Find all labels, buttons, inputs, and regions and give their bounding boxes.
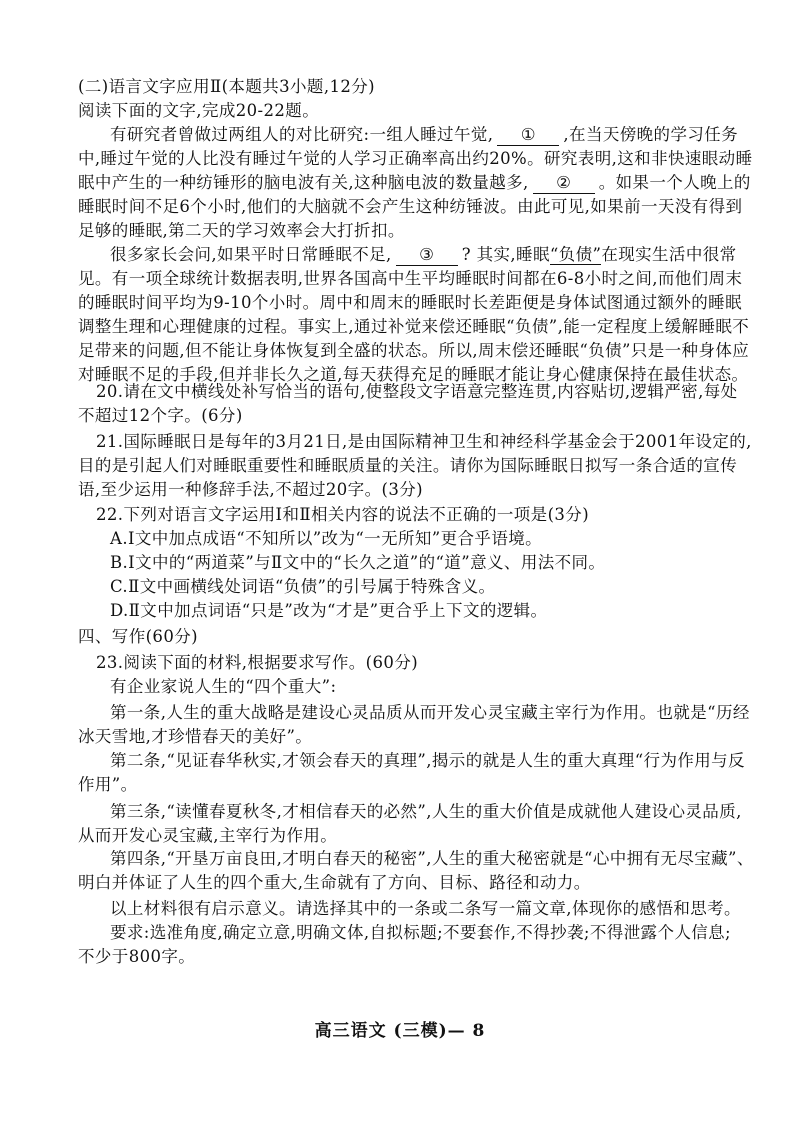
question-23: 23.阅读下面的材料,根据要求写作。(60分) [96, 653, 419, 672]
section-4-title: 四、写作(60分) [78, 627, 198, 646]
passage-text: ,在当天傍晚的学习任务 [563, 125, 739, 144]
passage-text: 有研究者曾做过两组人的对比研究:一组人睡过午觉, [110, 125, 494, 144]
passage-text: 很多家长会问,如果平时日常睡眠不足, [110, 245, 392, 264]
passage-line: 睡眠时间不足6个小时,他们的大脑就不会产生这种纺锤波。由此可见,如果前一天没有得到 [78, 197, 743, 216]
section-2-title: (二)语言文字应用Ⅱ(本题共3小题,12分) [78, 77, 376, 96]
material-line: 第一条,人生的重大战略是建设心灵品质从而开发心灵宝藏主宰行为作用。也就是“历经 [110, 703, 750, 722]
passage-text: 在现实生活中很常 [601, 245, 737, 264]
material-line: 明白并体证了人生的四个重大,生命就有了方向、目标、路径和动力。 [78, 873, 591, 892]
blank-2: ② [533, 173, 595, 194]
question-21-cont: 目的是引起人们对睡眠重要性和睡眠质量的关注。请你为国际睡眠日拟写一条合适的宣传 [78, 456, 738, 475]
passage-line: 的睡眠时间平均为9-10个小时。周中和周末的睡眠时长差距便是身体试图通过额外的睡眠 [78, 293, 742, 312]
writing-instruction: 以上材料很有启示意义。请选择其中的一条或二条写一篇文章,体现你的感悟和思考。 [110, 899, 741, 918]
option-a: A.Ⅰ文中加点成语“不知所以”改为“一无所知”更合乎语境。 [110, 529, 543, 548]
material-line: 第四条,“开垦万亩良田,才明白春天的秘密”,人生的重大秘密就是“心中拥有无尽宝藏”、 [110, 849, 754, 868]
section-2-intro: 阅读下面的文字,完成20-22题。 [78, 101, 320, 120]
passage-line: 调整生理和心理健康的过程。事实上,通过补觉来偿还睡眠“负债”,能一定程度上缓解睡眠不 [78, 317, 750, 336]
question-20: 20.请在文中横线处补写恰当的语句,使整段文字语意完整连贯,内容贴切,逻辑严密,每处 [96, 382, 738, 401]
material-line: 第三条,“读懂春夏秋冬,才相信春天的必然”,人生的重大价值是成就他人建设心灵品质, [110, 802, 742, 821]
passage-line: 见。有一项全球统计数据表明,世界各国高中生平均睡眠时间都在6-8小时之间,而他们周末 [78, 269, 743, 288]
option-b: B.Ⅰ文中的“两道菜”与Ⅱ文中的“长久之道”的“道”意义、用法不同。 [110, 553, 606, 572]
passage-line: 足够的睡眠,第二天的学习效率会大打折扣。 [78, 221, 405, 240]
material-line: 冰天雪地,才珍惜春天的美好”。 [78, 727, 313, 746]
passage-text: 眠中产生的一种纺锤形的脑电波有关,这种脑电波的数量越多, [78, 173, 529, 192]
passage-line: 对睡眠不足的手段,但并非长久之道,每天获得充足的睡眠才能让身心健康保持在最佳状态。 [78, 365, 749, 384]
material-line: 第二条,“见证春华秋实,才领会春天的真理”,揭示的就是人生的重大真理“行为作用与反 [110, 751, 745, 770]
passage-line: 中,睡过午觉的人比没有睡过午觉的人学习正确率高出约20%。研究表明,这和非快速眼动睡 [78, 149, 753, 168]
material-line: 从而开发心灵宝藏,主宰行为作用。 [78, 826, 338, 845]
passage-line [110, 123, 738, 147]
question-22: 22.下列对语言文字运用Ⅰ和Ⅱ相关内容的说法不正确的一项是(3分) [96, 505, 590, 524]
underlined-word: “负债” [549, 245, 602, 264]
question-21: 21.国际睡眠日是每年的3月21日,是由国际精神卫生和神经科学基金会于2001年设定的, [96, 432, 752, 451]
question-20-cont: 不超过12个字。(6分) [78, 406, 243, 425]
passage-text: ? 其实,睡眠 [461, 245, 550, 264]
passage-line [78, 171, 751, 195]
option-c: C.Ⅱ文中画横线处词语“负债”的引号属于特殊含义。 [110, 577, 496, 596]
writing-requirements-cont: 不少于800字。 [78, 947, 196, 966]
writing-requirements: 要求:选准角度,确定立意,明确文体,自拟标题;不要套作,不得抄袭;不得泄露个人信息; [110, 923, 732, 942]
material-line: 有企业家说人生的“四个重大”: [110, 677, 337, 696]
blank-1: ① [497, 125, 559, 146]
blank-3: ③ [396, 245, 458, 266]
material-line: 作用”。 [78, 775, 138, 794]
page-footer: 高三语文 (三模)— 8 [314, 1021, 486, 1041]
question-21-cont: 语,至少运用一种修辞手法,不超过20字。(3分) [78, 480, 423, 499]
passage-line: 足带来的问题,但不能让身体恢复到全盛的状态。所以,周末偿还睡眠“负债”只是一种身体应 [78, 341, 750, 360]
option-d: D.Ⅱ文中加点词语“只是”改为“才是”更合乎上下文的逻辑。 [110, 601, 548, 620]
passage-line [110, 243, 737, 267]
passage-text: 。如果一个人晚上的 [598, 173, 751, 192]
